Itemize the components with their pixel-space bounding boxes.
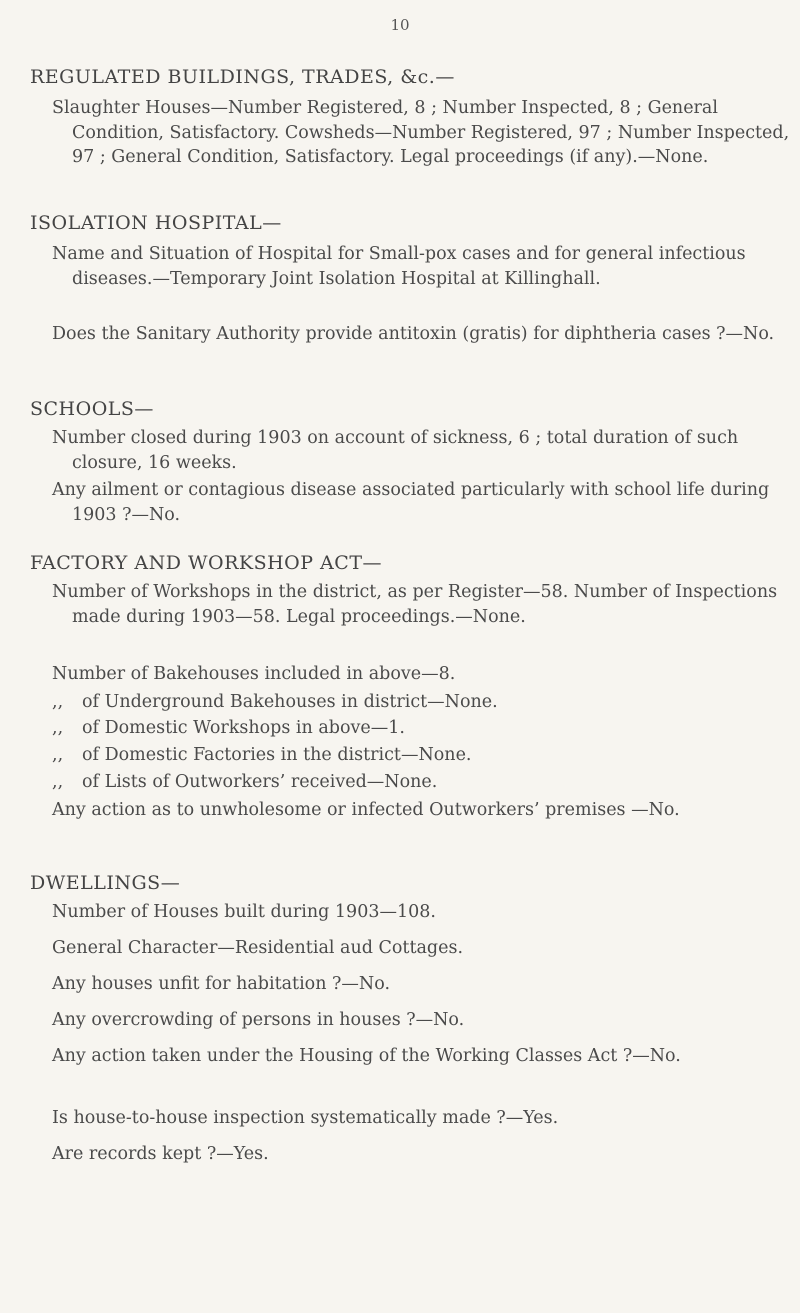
section-title-regulated-buildings: REGULATED BUILDINGS, TRADES, &c.—	[30, 66, 455, 88]
line-text: of Lists of Outworkers’ received—None.	[82, 772, 438, 792]
page-number: 10	[390, 16, 410, 34]
section-title-isolation-hospital: ISOLATION HOSPITAL—	[30, 212, 282, 234]
ditto-mark: ,,	[52, 718, 64, 738]
dwellings-housing-act: Any action taken under the Housing of the Working Classes Act ?—No.	[52, 1046, 681, 1066]
line-text: of Underground Bakehouses in district—None.	[82, 692, 498, 712]
schools-closures: Number closed during 1903 on account of sickness, 6 ; total duration of such closure, 16 weeks.	[52, 428, 739, 473]
isolation-antitoxin: Does the Sanitary Authority provide antitoxin (gratis) for diphtheria cases ?—No.	[52, 324, 775, 344]
section-title-dwellings: DWELLINGS—	[30, 872, 181, 894]
line-text: of Domestic Factories in the district—None.	[82, 745, 472, 765]
dwellings-inspection: Is house-to-house inspection systematically made ?—Yes.	[52, 1108, 559, 1128]
ditto-mark: ,,	[52, 692, 64, 712]
factory-outworkers-premises: Any action as to unwholesome or infected Outworkers’ premises —No.	[52, 800, 680, 820]
dwellings-unfit-houses: Any houses unfit for habitation ?—No.	[52, 974, 391, 994]
regulated-buildings-text: Slaughter Houses—Number Registered, 8 ; Number Inspected, 8 ; General Condition, Satisfactory. Cowsheds—Number Registered, 97 ; Number Inspected, 97 ; General Condition, Satisfactory. Legal proceedings (if any).—None.	[52, 98, 790, 167]
line-text: of Domestic Workshops in above—1.	[82, 718, 405, 738]
ditto-mark: ,,	[52, 745, 64, 765]
dwellings-records: Are records kept ?—Yes.	[52, 1144, 269, 1164]
ditto-mark: ,,	[52, 772, 64, 792]
factory-outworkers-lists	[52, 770, 770, 795]
dwellings-overcrowding: Any overcrowding of persons in houses ?—No.	[52, 1010, 465, 1030]
section-title-factory-workshop-act: FACTORY AND WORKSHOP ACT—	[30, 552, 382, 574]
dwellings-houses-built: Number of Houses built during 1903—108.	[52, 902, 436, 922]
factory-domestic-workshops	[52, 716, 770, 741]
schools-ailment: Any ailment or contagious disease associated particularly with school life during 1903 ?—No.	[52, 480, 770, 525]
factory-bakehouses: Number of Bakehouses included in above—8.	[52, 664, 456, 684]
factory-underground-bakehouses	[52, 690, 770, 715]
section-title-schools: SCHOOLS—	[30, 398, 154, 420]
isolation-hospital-name: Name and Situation of Hospital for Small-pox cases and for general infectious diseases.—Temporary Joint Isolation Hospital at Killinghall.	[52, 244, 746, 289]
factory-workshops: Number of Workshops in the district, as per Register—58. Number of Inspections made during 1903—58. Legal proceedings.—None.	[52, 582, 778, 627]
factory-domestic-factories	[52, 743, 770, 768]
dwellings-general-character: General Character—Residential aud Cottages.	[52, 938, 464, 958]
